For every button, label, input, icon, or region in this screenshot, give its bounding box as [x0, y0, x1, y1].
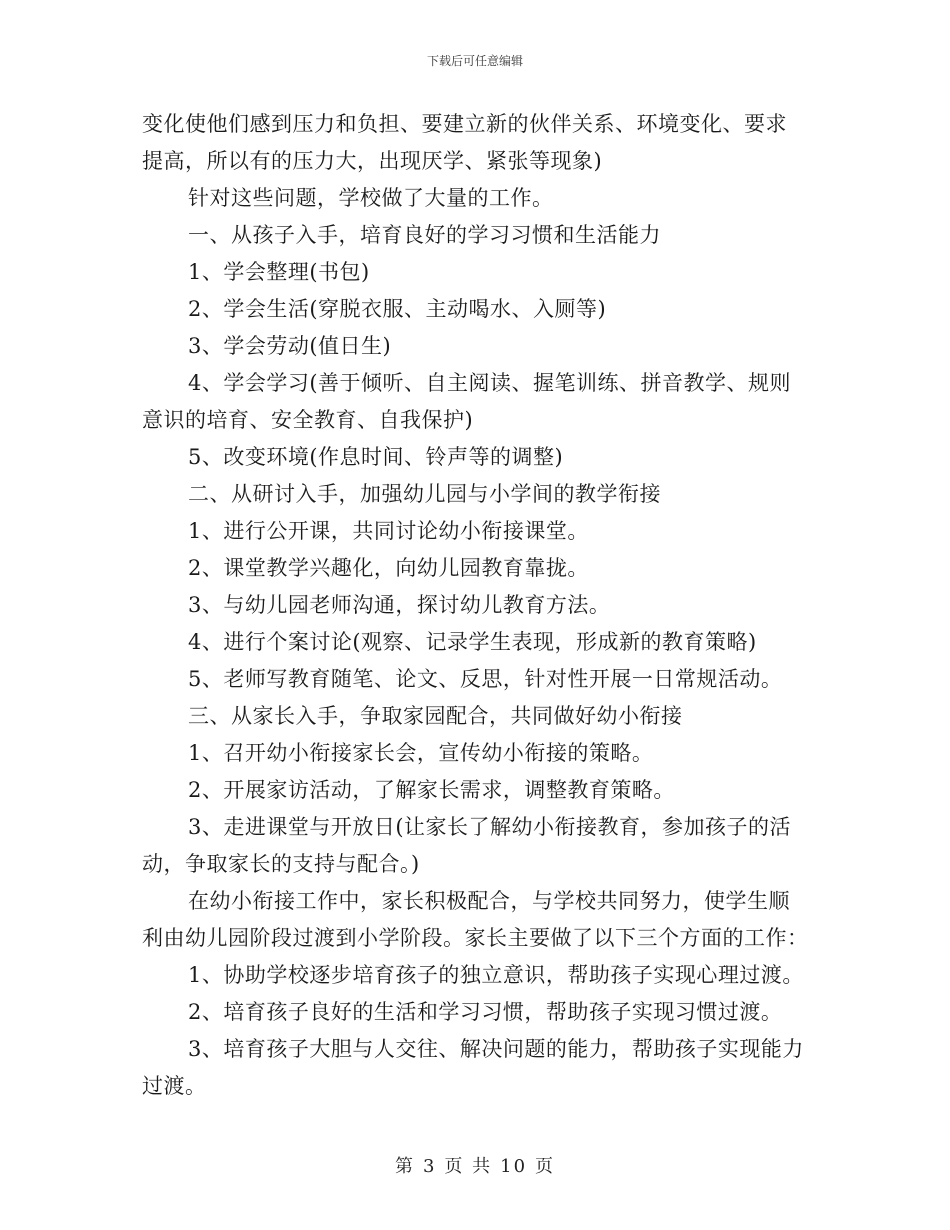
list-item: 3、与幼儿园老师沟通，探讨幼儿教育方法。: [188, 593, 611, 617]
section-heading: 三、从家长入手，争取家园配合，共同做好幼小衔接: [188, 704, 683, 728]
list-item: 2、培育孩子良好的生活和学习习惯，帮助孩子实现习惯过渡。: [188, 1000, 783, 1024]
list-item: 3、走进课堂与开放日(让家长了解幼小衔接教育，参加孩子的活: [188, 815, 792, 839]
footer-prefix: 第: [394, 1156, 415, 1177]
list-item: 2、课堂教学兴趣化，向幼儿园教育靠拢。: [188, 556, 589, 580]
footer-page-number: 3: [422, 1156, 437, 1177]
body-line: 针对这些问题，学校做了大量的工作。: [188, 186, 554, 210]
footer-total-pages: 10: [500, 1156, 528, 1177]
page-header-note: 下载后可任意编辑: [426, 54, 523, 68]
list-item: 1、进行公开课，共同讨论幼小衔接课堂。: [188, 519, 589, 543]
list-item-continuation: 动，争取家长的支持与配合。): [142, 852, 420, 876]
list-item: 4、进行个案讨论(观察、记录学生表现，形成新的教育策略): [188, 630, 757, 654]
list-item: 1、协助学校逐步培育孩子的独立意识，帮助孩子实现心理过渡。: [188, 963, 804, 987]
body-line: 在幼小衔接工作中，家长积极配合，与学校共同努力，使学生顺: [188, 889, 790, 913]
list-item: 2、开展家访活动，了解家长需求，调整教育策略。: [188, 778, 675, 802]
body-line: 变化使他们感到压力和负担、要建立新的伙伴关系、环境变化、要求: [142, 112, 787, 136]
document-body: [142, 106, 810, 1105]
page-footer: [0, 1152, 950, 1178]
footer-suffix: 页: [535, 1156, 556, 1177]
list-item-continuation: 过渡。: [142, 1074, 207, 1098]
footer-middle: 页 共: [444, 1156, 493, 1177]
list-item: 3、培育孩子大胆与人交往、解决问题的能力，帮助孩子实现能力: [188, 1037, 804, 1061]
list-item: 2、学会生活(穿脱衣服、主动喝水、入厕等): [188, 297, 607, 321]
list-item: 1、召开幼小衔接家长会，宣传幼小衔接的策略。: [188, 741, 654, 765]
body-line: 提高，所以有的压力大，出现厌学、紧张等现象): [142, 149, 603, 173]
list-item-continuation: 意识的培育、安全教育、自我保护): [142, 408, 474, 432]
list-item: 5、改变环境(作息时间、铃声等的调整): [188, 445, 564, 469]
list-item: 4、学会学习(善于倾听、自主阅读、握笔训练、拼音教学、规则: [188, 371, 792, 395]
list-item: 3、学会劳动(值日生): [188, 334, 392, 358]
list-item: 1、学会整理(书包): [188, 260, 370, 284]
list-item: 5、老师写教育随笔、论文、反思，针对性开展一日常规活动。: [188, 667, 783, 691]
section-heading: 二、从研讨入手，加强幼儿园与小学间的教学衔接: [188, 482, 661, 506]
section-heading: 一、从孩子入手，培育良好的学习习惯和生活能力: [188, 223, 661, 247]
body-line: 利由幼儿园阶段过渡到小学阶段。家长主要做了以下三个方面的工作：: [142, 926, 809, 950]
